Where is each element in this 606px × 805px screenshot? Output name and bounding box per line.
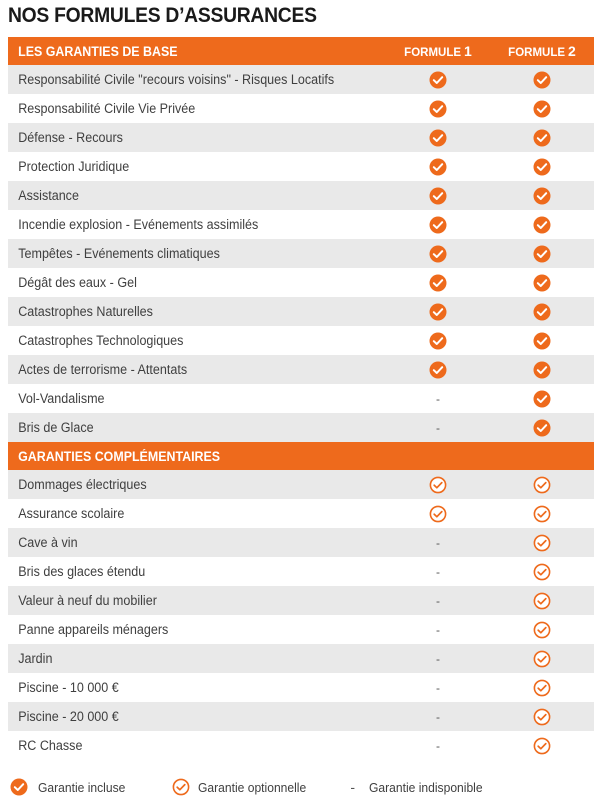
guarantee-label: Vol-Vandalisme: [18, 391, 105, 406]
formule2-cell: [490, 534, 594, 552]
table-row: [8, 326, 594, 355]
guarantee-label: Catastrophes Naturelles: [18, 304, 153, 319]
table-row: [8, 557, 594, 586]
check-outline-circle-icon: [533, 476, 551, 494]
check-filled-circle-icon: [533, 390, 551, 408]
table-row: [8, 181, 594, 210]
dash-symbol: -: [436, 709, 440, 724]
formule1-cell: [386, 71, 490, 89]
formule1-cell: [386, 187, 490, 205]
table-row: [8, 586, 594, 615]
guarantee-label: Bris de Glace: [18, 420, 94, 435]
formule2-cell: [490, 563, 594, 581]
table-row: [8, 297, 594, 326]
guarantee-label: Assurance scolaire: [18, 506, 125, 521]
check-filled-circle-icon: [429, 303, 447, 321]
table-row: [8, 239, 594, 268]
check-filled-circle-icon: [429, 216, 447, 234]
check-outline-circle-icon: [533, 534, 551, 552]
dash-symbol: -: [436, 622, 440, 637]
guarantee-label: Bris des glaces étendu: [18, 564, 146, 579]
dash-symbol: -: [436, 680, 440, 695]
check-filled-circle-icon: [533, 245, 551, 263]
formule1-cell: [386, 505, 490, 523]
guarantee-label: Catastrophes Technologiques: [18, 333, 184, 348]
formule1-cell: [386, 129, 490, 147]
table-row: [8, 152, 594, 181]
table-row: [8, 123, 594, 152]
check-filled-circle-icon: [429, 158, 447, 176]
check-filled-circle-icon: [533, 419, 551, 437]
formule2-cell: [490, 505, 594, 523]
guarantee-label: RC Chasse: [18, 738, 83, 753]
formule1-cell: [386, 361, 490, 379]
formule2-cell: [490, 650, 594, 668]
formule2-cell: [490, 303, 594, 321]
dash-symbol: -: [436, 420, 440, 435]
formule2-cell: [490, 187, 594, 205]
guarantee-label: Responsabilité Civile Vie Privée: [18, 101, 196, 116]
check-filled-circle-icon: [533, 187, 551, 205]
check-outline-circle-icon: [533, 621, 551, 639]
check-filled-circle-icon: [533, 274, 551, 292]
guarantee-label: Panne appareils ménagers: [18, 622, 169, 637]
check-filled-circle-icon: [533, 129, 551, 147]
check-outline-circle-icon: [429, 505, 447, 523]
check-outline-circle-icon: [429, 476, 447, 494]
guarantee-label: Jardin: [18, 651, 53, 666]
guarantee-label: Responsabilité Civile "recours voisins" - Risques Locatifs: [18, 72, 335, 87]
guarantee-label: Tempêtes - Evénements climatiques: [18, 246, 220, 261]
table-row: [8, 384, 594, 413]
dash-symbol: -: [436, 564, 440, 579]
guarantee-label: Piscine - 10 000 €: [18, 680, 119, 695]
formule2-cell: [490, 71, 594, 89]
formule1-cell: [386, 623, 490, 637]
table-row: [8, 413, 594, 442]
check-filled-circle-icon: [533, 71, 551, 89]
formule2-cell: [490, 737, 594, 755]
dash-symbol: -: [436, 535, 440, 550]
formule1-cell: [386, 536, 490, 550]
table-row: [8, 355, 594, 384]
guarantee-label: Assistance: [18, 188, 79, 203]
formule2-cell: [490, 274, 594, 292]
check-outline-circle-icon: [172, 778, 190, 796]
legend-unavailable-label: Garantie indisponible: [368, 779, 483, 795]
formule2-cell: [490, 621, 594, 639]
table-row: [8, 65, 594, 94]
formule1-cell: [386, 710, 490, 724]
formule1-cell: [386, 216, 490, 234]
formule2-cell: [490, 679, 594, 697]
check-outline-circle-icon: [533, 505, 551, 523]
check-outline-circle-icon: [533, 650, 551, 668]
formule1-cell: [386, 392, 490, 406]
formule1-cell: [386, 303, 490, 321]
check-filled-circle-icon: [429, 100, 447, 118]
dash-symbol: -: [350, 779, 355, 795]
check-filled-circle-icon: [429, 71, 447, 89]
check-filled-circle-icon: [429, 187, 447, 205]
formule1-number: 1: [464, 43, 472, 59]
check-filled-circle-icon: [533, 303, 551, 321]
guarantee-label: Actes de terrorisme - Attentats: [18, 362, 188, 377]
check-filled-circle-icon: [429, 332, 447, 350]
formule2-cell: [490, 419, 594, 437]
formule1-cell: [386, 421, 490, 435]
formule1-cell: [386, 245, 490, 263]
section-header: [8, 442, 594, 470]
page-title: NOS FORMULES D’ASSURANCES: [8, 4, 317, 27]
formule1-cell: [386, 565, 490, 579]
formule2-cell: [490, 476, 594, 494]
check-filled-circle-icon: [429, 274, 447, 292]
formule2-cell: [490, 129, 594, 147]
formule1-cell: [386, 100, 490, 118]
formule2-cell: [490, 332, 594, 350]
check-outline-circle-icon: [533, 563, 551, 581]
section-header: [8, 37, 594, 65]
table-row: [8, 528, 594, 557]
guarantee-label: Incendie explosion - Evénements assimilés: [18, 217, 259, 232]
formule2-cell: [490, 592, 594, 610]
formule2-cell: [490, 390, 594, 408]
check-outline-circle-icon: [533, 592, 551, 610]
formule2-cell: [490, 361, 594, 379]
check-filled-circle-icon: [10, 778, 28, 796]
check-filled-circle-icon: [429, 245, 447, 263]
legend-included-label: Garantie incluse: [38, 779, 126, 795]
section-title: GARANTIES COMPLÉMENTAIRES: [18, 448, 221, 464]
section-title: LES GARANTIES DE BASE: [18, 43, 178, 59]
dash-symbol: -: [436, 593, 440, 608]
guarantee-label: Protection Juridique: [18, 159, 130, 174]
check-filled-circle-icon: [533, 332, 551, 350]
check-outline-circle-icon: [533, 708, 551, 726]
guarantee-label: Valeur à neuf du mobilier: [18, 593, 157, 608]
legend: [8, 775, 598, 799]
legend-optional: [172, 778, 314, 796]
table-row: [8, 702, 594, 731]
check-filled-circle-icon: [533, 361, 551, 379]
guarantee-label: Piscine - 20 000 €: [18, 709, 119, 724]
formule2-header: [490, 43, 594, 59]
formule2-word: FORMULE: [508, 47, 566, 59]
guarantee-label: Dommages électriques: [18, 477, 147, 492]
check-outline-circle-icon: [533, 679, 551, 697]
table-row: [8, 210, 594, 239]
table-row: [8, 94, 594, 123]
formule1-cell: [386, 274, 490, 292]
dash-symbol: -: [436, 738, 440, 753]
formule2-cell: [490, 708, 594, 726]
check-filled-circle-icon: [429, 361, 447, 379]
check-filled-circle-icon: [533, 216, 551, 234]
table-row: [8, 499, 594, 528]
check-filled-circle-icon: [533, 158, 551, 176]
guarantee-label: Dégât des eaux - Gel: [18, 275, 137, 290]
formule1-cell: [386, 476, 490, 494]
formule2-cell: [490, 245, 594, 263]
dash-symbol: -: [436, 391, 440, 406]
table-row: [8, 644, 594, 673]
legend-unavailable: [350, 779, 491, 795]
formule1-header: [386, 43, 490, 59]
formule1-cell: [386, 652, 490, 666]
check-filled-circle-icon: [429, 129, 447, 147]
legend-included: [10, 778, 132, 796]
table-row: [8, 731, 594, 760]
table-row: [8, 268, 594, 297]
dash-symbol: -: [436, 651, 440, 666]
formule1-cell: [386, 681, 490, 695]
formule1-cell: [386, 158, 490, 176]
formule1-cell: [386, 594, 490, 608]
guarantees-table: [8, 37, 594, 760]
table-row: [8, 615, 594, 644]
guarantee-label: Cave à vin: [18, 535, 78, 550]
legend-optional-label: Garantie optionnelle: [197, 779, 307, 795]
formule2-cell: [490, 158, 594, 176]
formule1-cell: [386, 739, 490, 753]
formule2-cell: [490, 100, 594, 118]
formule2-cell: [490, 216, 594, 234]
table-row: [8, 673, 594, 702]
check-filled-circle-icon: [533, 100, 551, 118]
formule1-word: FORMULE: [404, 47, 462, 59]
guarantee-label: Défense - Recours: [18, 130, 123, 145]
check-outline-circle-icon: [533, 737, 551, 755]
table-row: [8, 470, 594, 499]
formule1-cell: [386, 332, 490, 350]
formule2-number: 2: [568, 43, 576, 59]
